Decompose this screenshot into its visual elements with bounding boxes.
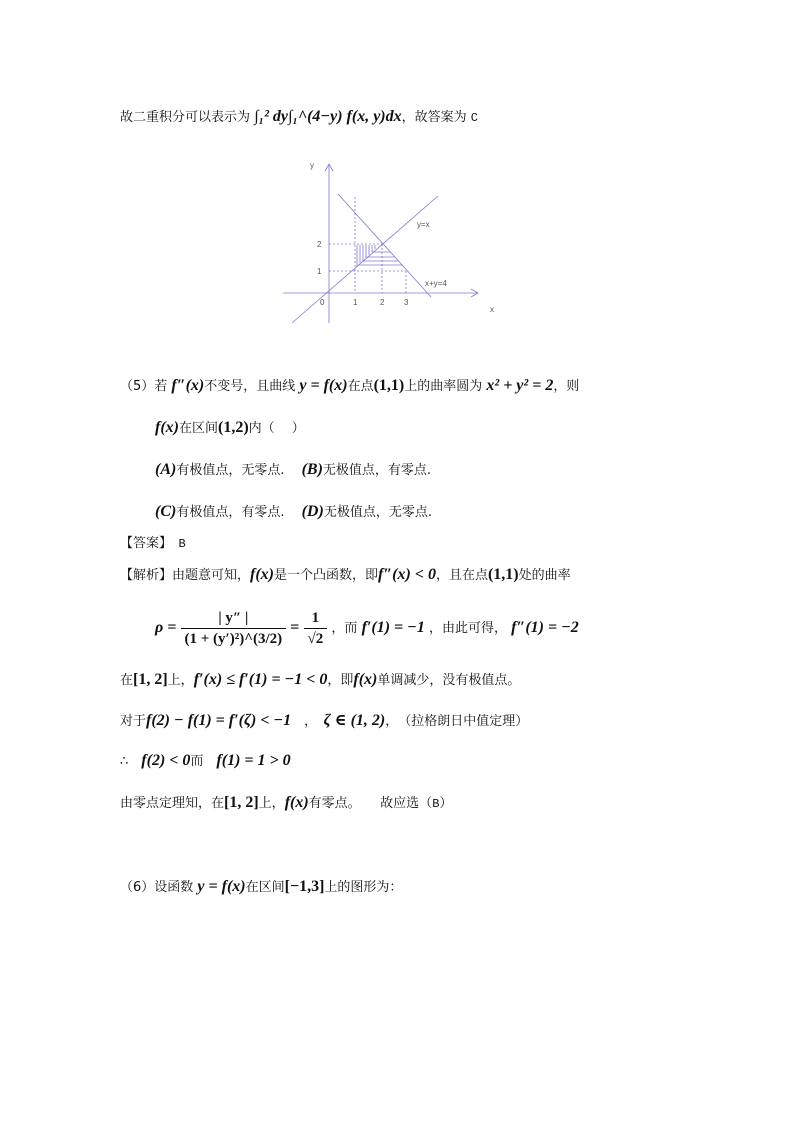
math: f(2) − f(1) = f′(ζ) < −1: [146, 712, 292, 729]
text-line: [120, 670, 520, 691]
math: f(x): [250, 566, 274, 583]
text: 上的图形为：: [324, 880, 403, 895]
fraction-value: [304, 608, 328, 649]
text-line: [155, 460, 431, 481]
text: 上的曲率圆为: [404, 379, 487, 394]
text: 在: [120, 673, 134, 688]
line-y-equals-x: [292, 196, 438, 323]
y-tick-2: 2: [317, 240, 322, 249]
integration-region-diagram: [0, 0, 794, 400]
text: 上，: [258, 796, 285, 811]
math: (1,1): [487, 566, 519, 583]
text-line: [120, 565, 571, 586]
answer-letter: C: [470, 111, 478, 125]
text: ∴: [120, 754, 142, 769]
math: f″(x): [171, 377, 205, 394]
text: 不变号，且曲线: [204, 379, 300, 394]
math: y = f(x): [299, 377, 348, 394]
text: （5）若: [120, 379, 172, 394]
math: (1,1): [373, 377, 405, 394]
curvature-formula-line: [155, 608, 579, 649]
equals-sign: =: [290, 619, 300, 636]
formula-rho: ρ =: [155, 619, 177, 636]
line-x-plus-y-label: x+y=4: [425, 279, 447, 288]
math: y = f(x): [197, 878, 246, 895]
math: [1, 2]: [133, 671, 168, 688]
text: 有零点。 故应选（: [308, 796, 433, 811]
math: f′(1) = −1: [361, 619, 425, 636]
text-line: [120, 793, 452, 814]
y-tick-1: 1: [317, 267, 322, 276]
text: 在区间: [178, 421, 218, 436]
math: f(2) < 0: [141, 752, 191, 769]
x-tick-3: 3: [404, 298, 409, 307]
math: ζ ∈ (1, 2): [323, 712, 386, 729]
x-tick-1: 1: [353, 298, 358, 307]
math: ∫₁² dy∫₁^(4−y) f(x, y)dx: [254, 108, 402, 125]
text: 对于: [120, 714, 147, 729]
text: 【答案】: [120, 536, 179, 551]
text: 在区间: [245, 880, 285, 895]
math: (A): [155, 461, 177, 478]
text: 故二重积分可以表示为: [120, 110, 255, 125]
origin-label: 0: [320, 298, 325, 307]
math: f(x): [353, 671, 378, 688]
math: [−1,3]: [284, 878, 325, 895]
text: 在点: [347, 379, 374, 394]
line-y-equals-x-label: y=x: [417, 220, 430, 229]
text: 无极值点，无零点.: [323, 505, 432, 520]
text-line: [120, 711, 528, 732]
math: [1, 2]: [224, 794, 259, 811]
text: 无极值点，有零点.: [322, 463, 432, 478]
math: f(1) = 1 > 0: [216, 752, 291, 769]
math: (1,2): [218, 419, 249, 436]
fraction-numerator: 1: [304, 608, 328, 629]
text: 有极值点，无零点.: [176, 463, 302, 478]
x-axis-label: x: [490, 305, 494, 314]
math: f″(1) = −2: [511, 619, 579, 636]
text: ， （拉格朗日中值定理）: [385, 714, 529, 729]
math: f(x): [284, 794, 309, 811]
answer-letter: B: [178, 537, 186, 551]
text-line: [155, 502, 432, 523]
text: （6）设函数: [120, 880, 198, 895]
text-line: [120, 877, 402, 898]
fraction-curvature: [181, 608, 287, 649]
text: ，则: [553, 379, 580, 394]
math: f′(x) ≤ f′(1) = −1 < 0: [193, 671, 328, 688]
text: 内（ ）: [248, 421, 305, 436]
math: (D): [301, 503, 324, 520]
text: ，即: [327, 673, 354, 688]
text: 上，: [167, 673, 194, 688]
text: 由零点定理知，在: [120, 796, 225, 811]
text: 有极值点，有零点.: [176, 505, 302, 520]
answer-letter: B: [432, 797, 440, 811]
math: (C): [155, 503, 177, 520]
x-tick-2: 2: [380, 298, 385, 307]
text: ，而: [331, 621, 358, 636]
text: 是一个凸函数，即: [274, 568, 379, 583]
text: 而: [190, 754, 217, 769]
region-hatching: [357, 245, 403, 266]
text: ，故答案为: [401, 110, 471, 125]
text-line: [155, 418, 305, 439]
text: ）: [439, 796, 453, 811]
fraction-numerator: | y″ |: [181, 608, 287, 629]
y-axis-label: y: [310, 161, 314, 170]
fraction-denominator: √2: [307, 631, 324, 647]
text: 处的曲率: [518, 568, 571, 583]
text: ，由此可得，: [429, 621, 508, 636]
text-line: [120, 751, 291, 772]
line-x-plus-y-equals-4: [338, 194, 431, 297]
text-line: [120, 534, 186, 554]
math: x² + y² = 2: [486, 377, 554, 394]
text: 【解析】由题意可知，: [120, 568, 251, 583]
text: 单调减少，没有极值点。: [377, 673, 521, 688]
text: ，且在点: [435, 568, 488, 583]
math: f″(x) < 0: [378, 566, 436, 583]
math: (B): [301, 461, 323, 478]
fraction-denominator: (1 + (y′)²)^(3/2): [184, 631, 283, 647]
text: ，: [291, 714, 324, 729]
math: f(x): [155, 419, 179, 436]
